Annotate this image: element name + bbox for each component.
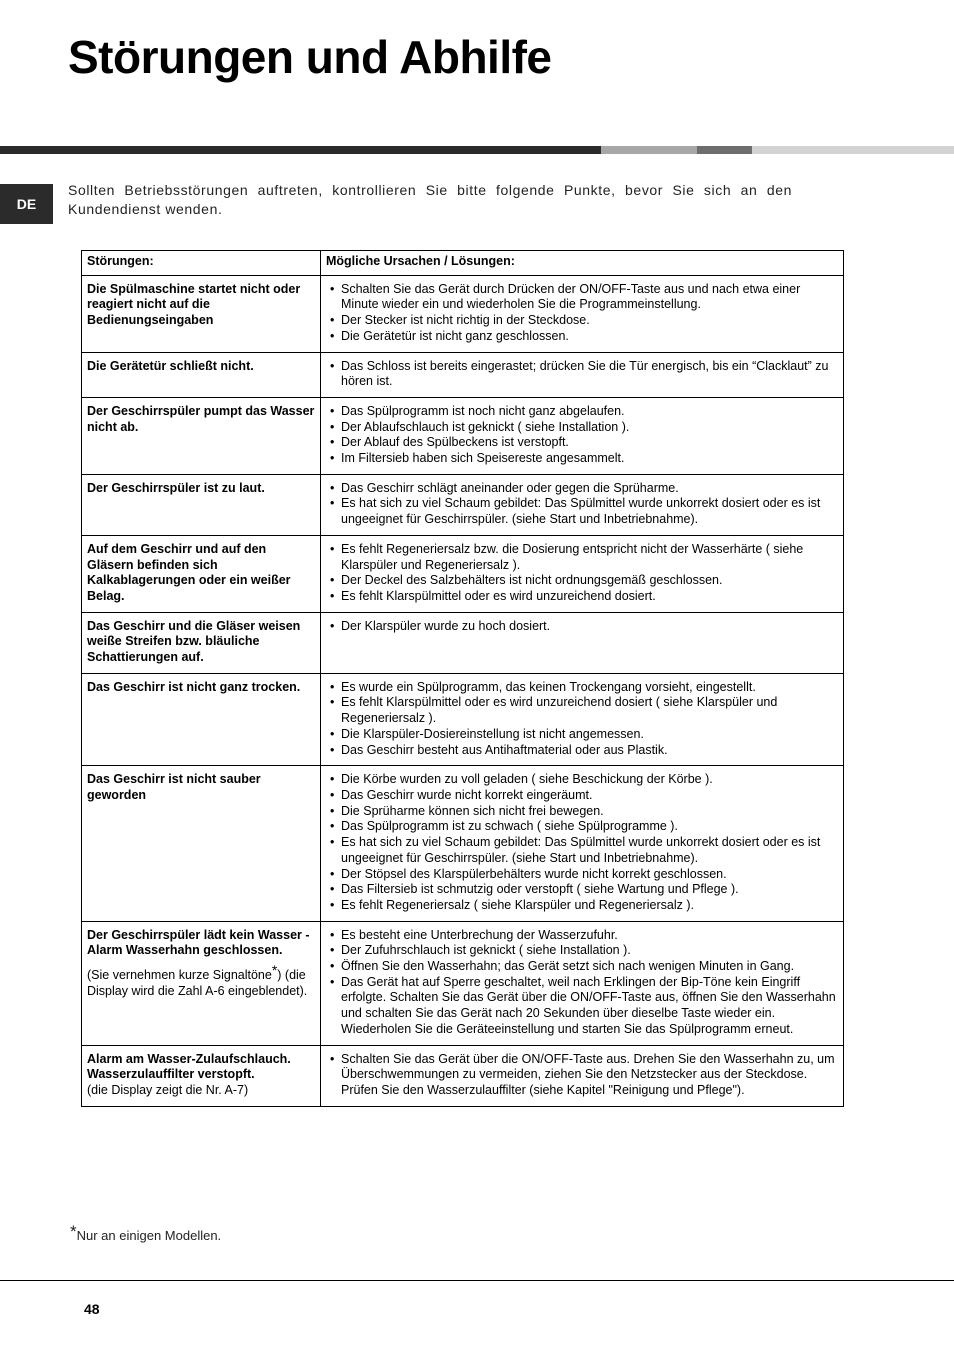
troubleshooting-table: [81, 250, 844, 1107]
problem-text: Das Geschirr ist nicht ganz trocken.: [87, 679, 301, 694]
header-rule-pale: [752, 146, 954, 154]
solution-item: • Es fehlt Regeneriersalz ( siehe Klarspüler und Regeneriersalz ).: [326, 898, 838, 914]
problem-text: Alarm am Wasser-Zulaufschlauch. Wasserzulauffilter verstopft.: [87, 1051, 291, 1082]
solution-item: • Das Spülprogramm ist noch nicht ganz abgelaufen.: [326, 404, 838, 420]
problem-text: Der Geschirrspüler pumpt das Wasser nicht ab.: [87, 403, 315, 434]
page-title: Störungen und Abhilfe: [68, 31, 552, 83]
problem-text: Der Geschirrspüler lädt kein Wasser - Alarm Wasserhahn geschlossen.: [87, 927, 310, 958]
solution-list: [326, 772, 838, 913]
solution-cell: [321, 352, 844, 397]
solution-item: • Die Körbe wurden zu voll geladen ( siehe Beschickung der Körbe ).: [326, 772, 838, 788]
solution-item: • Der Klarspüler wurde zu hoch dosiert.: [326, 619, 838, 635]
table-row: [82, 673, 844, 766]
problem-text: Das Geschirr ist nicht sauber geworden: [87, 772, 261, 802]
solution-item: • Die Gerätetür ist nicht ganz geschlossen.: [326, 329, 838, 345]
solution-list: [326, 282, 838, 345]
solution-list: [326, 1052, 838, 1099]
table-row: [82, 766, 844, 921]
solution-cell: [321, 921, 844, 1045]
intro-text: Sollten Betriebsstörungen auftreten, kontrollieren Sie bitte folgende Punkte, bevor Sie sich an den Kundendienst wenden.: [68, 182, 792, 217]
table-row: [82, 275, 844, 352]
solution-item: • Es fehlt Klarspülmittel oder es wird unzureichend dosiert.: [326, 589, 838, 605]
solution-item: • Es wurde ein Spülprogramm, das keinen Trockengang vorsieht, eingestellt.: [326, 680, 838, 696]
problem-cell: [82, 275, 321, 352]
solution-item: • Der Deckel des Salzbehälters ist nicht ordnungsgemäß geschlossen.: [326, 573, 838, 589]
solution-list: [326, 359, 838, 390]
table-row: [82, 474, 844, 535]
solution-cell: [321, 1045, 844, 1106]
solution-item: • Das Geschirr wurde nicht korrekt eingeräumt.: [326, 788, 838, 804]
table-row: [82, 352, 844, 397]
header-rule-mid: [697, 146, 752, 154]
problem-text: Auf dem Geschirr und auf den Gläsern befinden sich Kalkablagerungen oder ein weißer Belag.: [87, 541, 291, 603]
table-row: [82, 1045, 844, 1106]
solution-item: • Das Schloss ist bereits eingerastet; drücken Sie die Tür energisch, bis ein “Clacklaut” zu hören ist.: [326, 359, 838, 390]
solution-item: • Das Filtersieb ist schmutzig oder verstopft ( siehe Wartung und Pflege ).: [326, 882, 838, 898]
solution-item: • Das Geschirr besteht aus Antihaftmaterial oder aus Plastik.: [326, 743, 838, 759]
problem-cell: [82, 1045, 321, 1106]
header-solutions: Mögliche Ursachen / Lösungen:: [321, 251, 844, 276]
note-asterisk: *: [271, 962, 278, 979]
solution-item: • Es fehlt Klarspülmittel oder es wird unzureichend dosiert ( siehe Klarspüler und Regeneriersalz ).: [326, 695, 838, 726]
problem-cell: [82, 921, 321, 1045]
problem-text: Das Geschirr und die Gläser weisen weiße Streifen bzw. bläuliche Schattierungen auf.: [87, 618, 301, 665]
problem-note-end: ) (die Display wird die Zahl A-6 eingeblendet).: [87, 968, 308, 998]
solution-list: [326, 404, 838, 467]
table-header-row: [82, 251, 844, 276]
solution-cell: [321, 397, 844, 474]
problem-cell: [82, 535, 321, 612]
footer-rule: [0, 1280, 954, 1281]
solution-list: [326, 481, 838, 528]
problem-text: Der Geschirrspüler ist zu laut.: [87, 480, 265, 495]
problem-cell: [82, 352, 321, 397]
footnote: [70, 1222, 221, 1243]
solution-item: • Schalten Sie das Gerät über die ON/OFF-Taste aus. Drehen Sie den Wasserhahn zu, um Überschwemmungen zu vermeiden, ziehen Sie den Netzstecker aus der Steckdose. Prüfen Sie den Wasserzulauffilter (siehe Kapitel "Reinigung und Pflege").: [326, 1052, 838, 1099]
solution-item: • Im Filtersieb haben sich Speisereste angesammelt.: [326, 451, 838, 467]
language-tab: DE: [0, 184, 53, 224]
solution-item: • Der Ablauf des Spülbeckens ist verstopft.: [326, 435, 838, 451]
solution-item: • Der Ablaufschlauch ist geknickt ( siehe Installation ).: [326, 420, 838, 436]
solution-item: • Es fehlt Regeneriersalz bzw. die Dosierung entspricht nicht der Wasserhärte ( siehe Klarspüler und Regeneriersalz ).: [326, 542, 838, 573]
solution-item: • Es besteht eine Unterbrechung der Wasserzufuhr.: [326, 928, 838, 944]
problem-text: Die Spülmaschine startet nicht oder reagiert nicht auf die Bedienungseingaben: [87, 281, 301, 328]
solution-cell: [321, 766, 844, 921]
problem-cell: [82, 612, 321, 673]
solution-cell: [321, 474, 844, 535]
solution-cell: [321, 275, 844, 352]
solution-list: [326, 542, 838, 605]
solution-cell: [321, 612, 844, 673]
solution-cell: [321, 535, 844, 612]
solution-item: • Es hat sich zu viel Schaum gebildet: Das Spülmittel wurde unkorrekt dosiert oder es ist ungeeignet für Geschirrspüler. (siehe Start und Inbetriebnahme).: [326, 835, 838, 866]
footnote-asterisk: *: [70, 1222, 77, 1241]
solution-list: [326, 928, 838, 1038]
solution-item: • Es hat sich zu viel Schaum gebildet: Das Spülmittel wurde unkorrekt dosiert oder es ist ungeeignet für Geschirrspüler. (siehe Start und Inbetriebnahme).: [326, 496, 838, 527]
problem-text: Die Gerätetür schließt nicht.: [87, 358, 254, 373]
solution-item: • Die Sprüharme können sich nicht frei bewegen.: [326, 804, 838, 820]
solution-item: • Das Geschirr schlägt aneinander oder gegen die Sprüharme.: [326, 481, 838, 497]
problem-cell: [82, 766, 321, 921]
solution-list: [326, 619, 838, 635]
solution-item: • Die Klarspüler-Dosiereinstellung ist nicht angemessen.: [326, 727, 838, 743]
problem-cell: [82, 474, 321, 535]
page-number: 48: [84, 1301, 100, 1317]
solution-cell: [321, 673, 844, 766]
problem-note-start: (Sie vernehmen kurze Signaltöne: [87, 968, 272, 983]
header-rule-dark: [0, 146, 601, 154]
problem-cell: [82, 673, 321, 766]
solution-item: • Der Stöpsel des Klarspülerbehälters wurde nicht korrekt geschlossen.: [326, 867, 838, 883]
solution-item: • Der Stecker ist nicht richtig in der Steckdose.: [326, 313, 838, 329]
header-problems: Störungen:: [82, 251, 321, 276]
problem-note: (die Display zeigt die Nr. A-7): [87, 1082, 249, 1097]
solution-list: [326, 680, 838, 759]
solution-item: • Schalten Sie das Gerät durch Drücken der ON/OFF-Taste aus und nach etwa einer Minute wieder ein und wiederholen Sie die Programmeinstellung.: [326, 282, 838, 313]
table-row: [82, 397, 844, 474]
problem-cell: [82, 397, 321, 474]
solution-item: • Öffnen Sie den Wasserhahn; das Gerät setzt sich nach wenigen Minuten in Gang.: [326, 959, 838, 975]
solution-item: • Das Gerät hat auf Sperre geschaltet, weil nach Erklingen der Bip-Töne kein Eingriff erfolgte. Schalten Sie das Gerät über die ON/OFF-Taste aus, öffnen Sie den Wasserhahn und schalten Sie das Gerät nach 20 Sekunden über dieselbe Taste wieder ein. Wiederholen Sie die Geräteeinstellung und starten Sie das Spülprogramm erneut.: [326, 975, 838, 1038]
header-rule-light: [601, 146, 697, 154]
footnote-text: Nur an einigen Modellen.: [76, 1228, 222, 1243]
solution-item: • Der Zufuhrschlauch ist geknickt ( siehe Installation ).: [326, 943, 838, 959]
table-row: [82, 535, 844, 612]
table-row: [82, 921, 844, 1045]
table-row: [82, 612, 844, 673]
problem-note: [87, 963, 315, 999]
solution-item: • Das Spülprogramm ist zu schwach ( siehe Spülprogramme ).: [326, 819, 838, 835]
